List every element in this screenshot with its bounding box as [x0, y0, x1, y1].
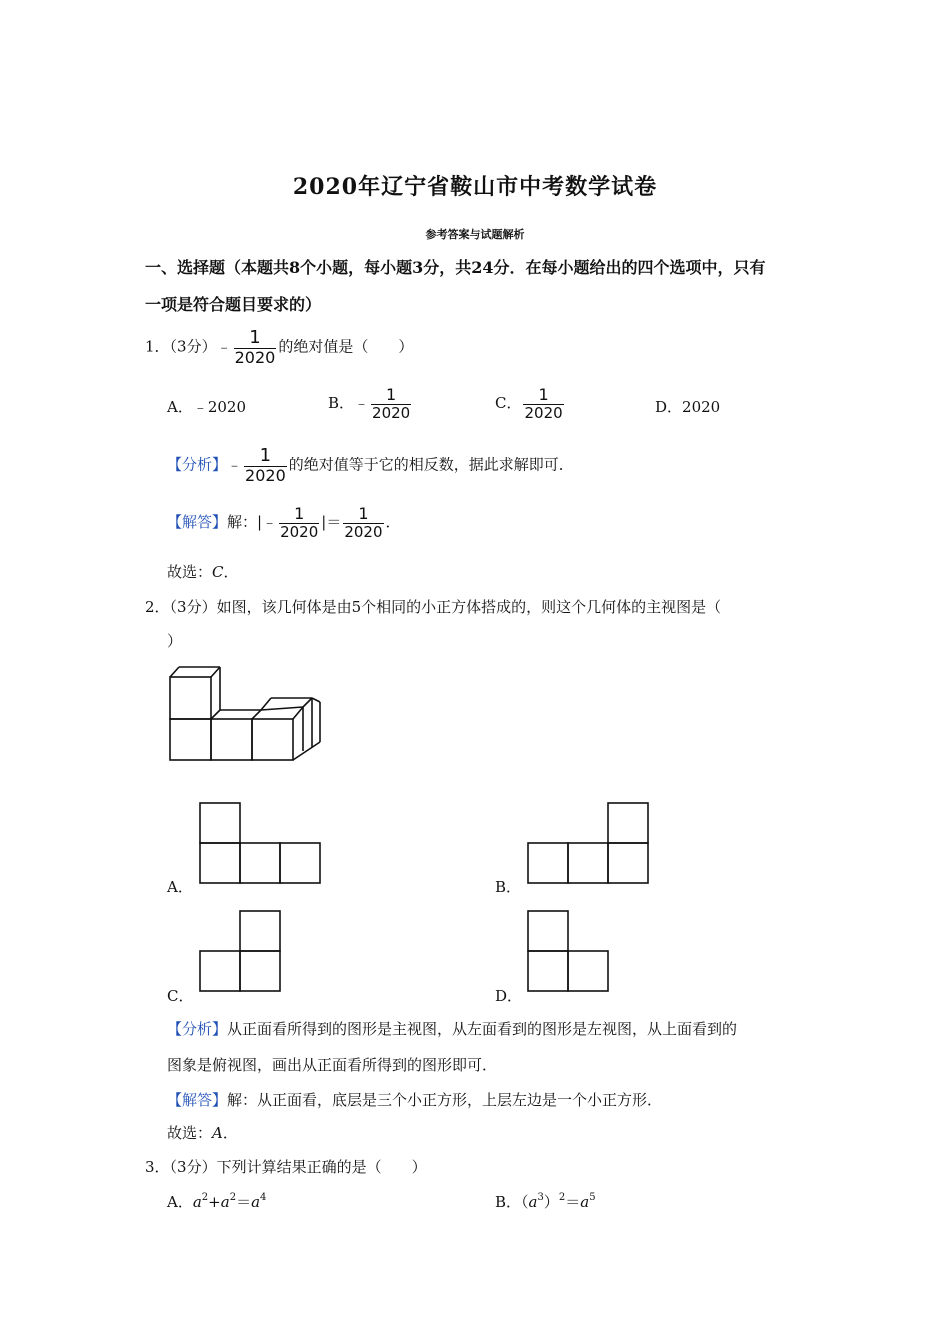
q1-option-c: C． $\frac{1}{2020}$ [495, 385, 563, 422]
page-title: 2020年辽宁省鞍山市中考数学试卷 [292, 174, 658, 200]
q2-option-a-label: A． [167, 878, 193, 896]
page-subtitle: 参考答案与试题解析 [425, 228, 525, 241]
q2-option-c-label: C． [167, 987, 194, 1005]
q1-option-d: D．2020 [655, 398, 721, 416]
q2-option-d-label: D． [495, 987, 523, 1005]
q2-option-d-figure [527, 910, 611, 994]
q2-solution: 【解答】解：从正面看，底层是三个小正方形，上层左边是一个小正方形． [167, 1091, 663, 1109]
q2-option-b-label: B． [495, 878, 522, 896]
q1-option-b: B．﹣ $\frac{1}{2020}$ [328, 385, 411, 422]
solid-figure [165, 660, 330, 770]
q2-option-b-figure [527, 802, 651, 886]
q1-option-a: A．﹣2020 [167, 398, 247, 416]
q2-analysis-line2: 图象是俯视图，画出从正面看所得到的图形即可． [167, 1056, 498, 1074]
q2-analysis-line1: 【分析】从正面看所得到的图形是主视图，从左面看到的图形是左视图，从上面看到的 [167, 1020, 738, 1038]
q1-stem: 1．（3分）﹣ $\frac{1}{2020}$ 的绝对值是（ ） [145, 327, 414, 367]
q1-analysis: 【分析】﹣ $\frac{1}{2020}$ 的绝对值等于它的相反数，据此求解即可． [167, 445, 574, 485]
analysis-tag: 【分析】 [167, 455, 228, 474]
q3-option-a: A．$a^2+a^2=a^4$ [167, 1192, 267, 1211]
q1-solution: 【解答】解：|﹣ $\frac{1}{2020}$ |＝ $\frac{1}{2020}$ ． [167, 504, 401, 541]
q2-option-a-figure [199, 802, 323, 886]
q2-stem-line1: 2．（3分）如图，该几何体是由5个相同的小正方体搭成的，则这个几何体的主视图是（ [145, 598, 722, 616]
q2-stem-line2: ） [167, 632, 183, 650]
solution-tag: 【解答】 [167, 513, 228, 531]
q3-option-b: B．$(a^3)^2=a^5$ [495, 1192, 596, 1211]
solution-tag: 【解答】 [167, 1091, 228, 1109]
section-heading-line1: 一、选择题（本题共8个小题，每小题3分，共24分．在每小题给出的四个选项中，只有 [145, 258, 766, 277]
q3-stem: 3．（3分）下列计算结果正确的是（ ） [145, 1158, 427, 1176]
q1-choice: 故选：C． [167, 563, 239, 581]
q2-choice: 故选：A． [167, 1124, 238, 1142]
q1-fraction: $\frac{1}{2020}$ [234, 327, 276, 367]
analysis-tag: 【分析】 [167, 1020, 228, 1038]
q2-option-c-figure [199, 910, 283, 994]
section-heading-line2: 一项是符合题目要求的） [145, 295, 322, 314]
